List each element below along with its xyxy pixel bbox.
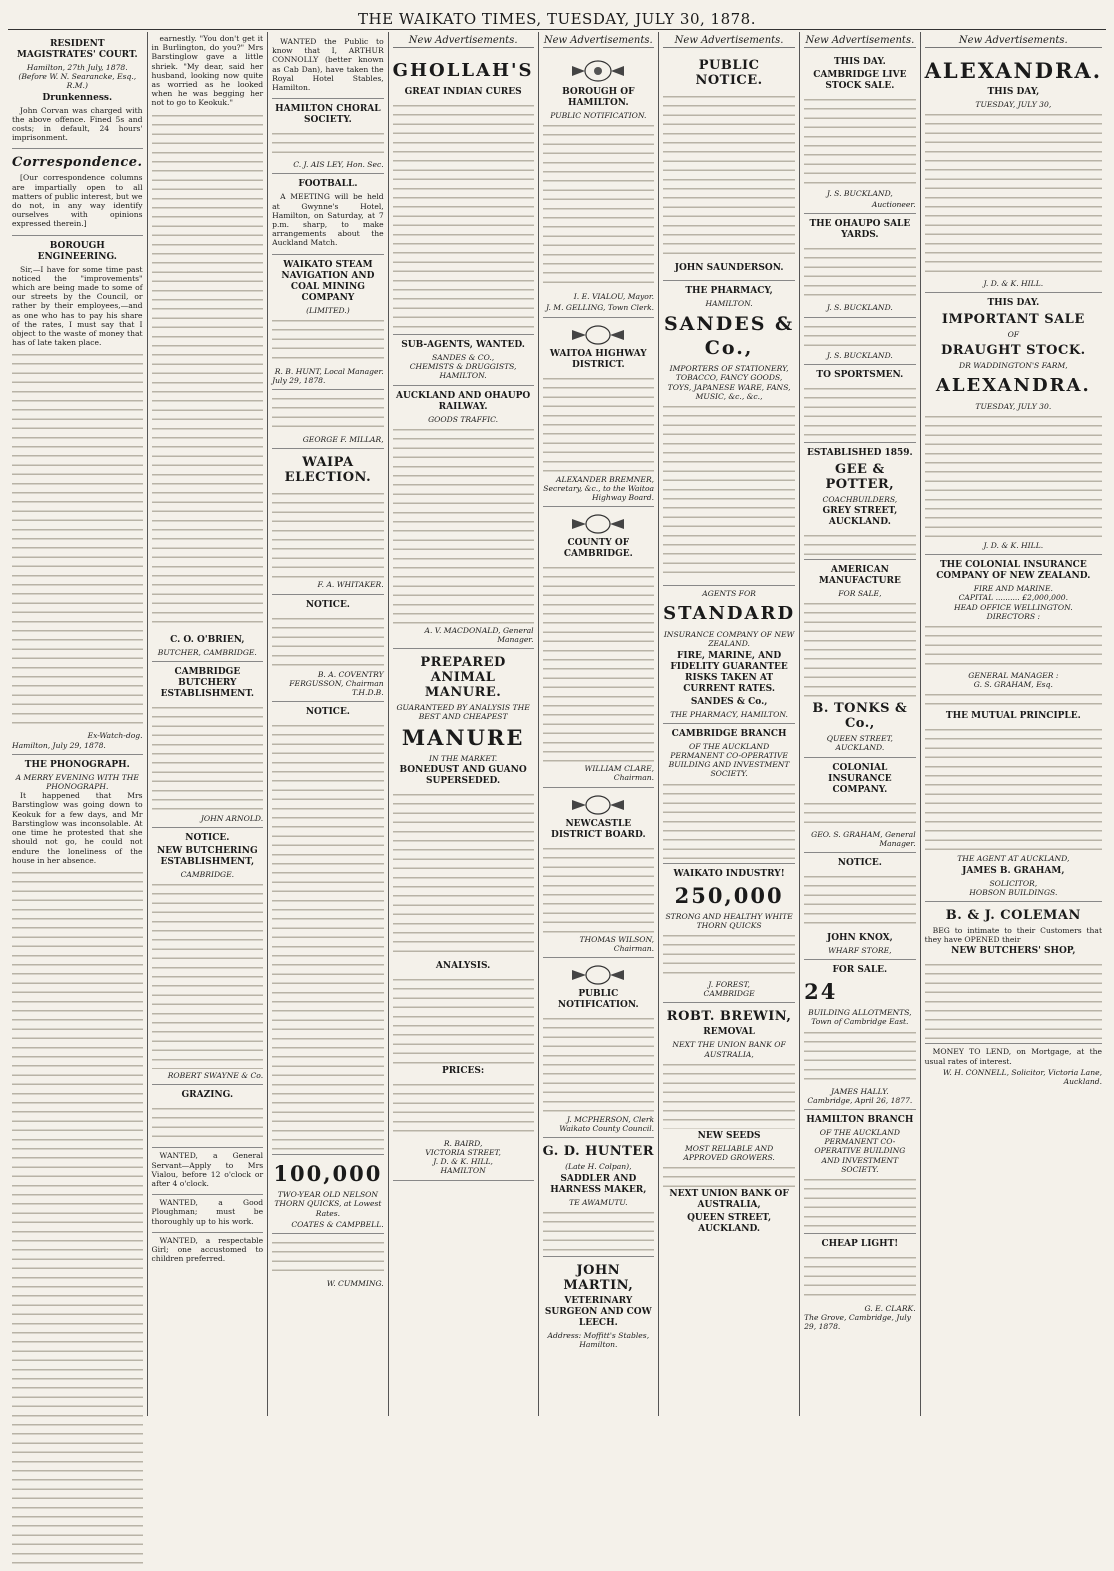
american-ad xyxy=(804,560,916,758)
obrien-ad xyxy=(152,630,264,662)
ad-text-block xyxy=(804,321,916,351)
ghollah-sub: GREAT INDIAN CURES xyxy=(404,87,522,97)
ad-text-block xyxy=(393,424,534,624)
corr-title: Correspondence. xyxy=(12,155,143,171)
phonograph-article xyxy=(12,755,143,1571)
martin-title: JOHN MARTIN, xyxy=(563,1262,634,1293)
ad-text-block xyxy=(272,613,384,668)
money-ad xyxy=(925,1044,1102,1090)
gm-name: G. S. GRAHAM, Esq. xyxy=(973,680,1053,690)
coleman-title: B. & J. COLEMAN xyxy=(945,908,1081,924)
wanted-text: WANTED, a Good Ploughman; must be thoroughly up to his work. xyxy=(151,1198,264,1226)
ad-text-block xyxy=(152,879,264,1069)
colonial-ad xyxy=(804,758,916,853)
notice-title: PUBLIC NOTICE. xyxy=(695,58,763,88)
borough-letter xyxy=(12,236,143,755)
ad-text-block xyxy=(663,779,795,859)
hill-sig: J. D. & K. HILL. xyxy=(983,279,1044,289)
alex-title: ALEXANDRA. xyxy=(924,58,1103,83)
railway-ad xyxy=(393,386,534,650)
live-sig: J. S. BUCKLAND, xyxy=(826,189,893,198)
firewood-ad xyxy=(272,1234,384,1292)
sale-sig: GEORGE F. MILLAR, xyxy=(302,435,384,445)
court-text: John Corvan was charged with the above offence. Fined 5s and costs; in default, 24 hours' imprisonment. xyxy=(12,105,143,143)
butcher-place: BUTCHER, CAMBRIDGE. xyxy=(157,647,257,657)
article-text-block xyxy=(12,867,143,1567)
head-office: HEAD OFFICE WELLINGTON. xyxy=(953,602,1073,612)
ad-text-block xyxy=(804,798,916,828)
new-butch-place: CAMBRIDGE. xyxy=(180,870,235,880)
borough-sig: Ex-Watch-dog. xyxy=(87,731,143,741)
sport-title: TO SPORTSMEN. xyxy=(816,369,904,380)
colonial-sig: GEO. S. GRAHAM, General Manager. xyxy=(811,829,916,848)
hamilton-branch-ad xyxy=(804,1110,916,1234)
butcher-name: C. O. O'BRIEN, xyxy=(170,634,245,645)
public-notification-ad xyxy=(543,958,655,1138)
gee-addr: GREY STREET, AUCKLAND. xyxy=(822,506,898,528)
hunter-town: TE AWAMUTU. xyxy=(569,1197,628,1207)
fire-text: FIRE, MARINE, AND FIDELITY GUARANTEE RISKS TAKEN AT CURRENT RATES. xyxy=(670,650,788,694)
coleman-text: BEG to intimate to their Customers that they have OPENED their xyxy=(924,926,1103,945)
big-num: 250,000 xyxy=(674,882,784,908)
ad-text-block xyxy=(663,930,795,980)
notice2-title: NOTICE. xyxy=(305,707,350,718)
agents-town: HAMILTON. xyxy=(439,371,487,381)
removal-title: REMOVAL xyxy=(703,1027,755,1038)
ad-text-block xyxy=(925,411,1102,541)
column-2 xyxy=(148,32,269,1416)
baird-place: VICTORIA STREET, xyxy=(425,1148,501,1158)
rail-sig: A. V. MACDONALD, General Manager. xyxy=(424,625,534,645)
borough-date: Hamilton, July 29, 1878. xyxy=(12,740,106,750)
public-sig: J. MCPHERSON, Clerk Waikato County Council. xyxy=(559,1115,655,1134)
rail-sub: GOODS TRAFFIC. xyxy=(428,414,499,424)
cambridge-butchery-ad xyxy=(152,662,264,828)
crest-icon xyxy=(543,513,655,535)
crest-icon xyxy=(543,964,655,986)
ghollah-ad xyxy=(393,52,534,335)
steam-sig: R. B. HUNT, Local Manager. xyxy=(274,366,384,376)
hbranch-sub: OF THE AUCKLAND PERMANENT CO-OPERATIVE BUILDING AND INVESTMENT SOCIETY. xyxy=(814,1128,906,1174)
coleman-ad xyxy=(925,902,1102,1044)
martin-ad xyxy=(543,1257,655,1353)
live-role: Auctioneer. xyxy=(871,200,916,210)
hunter-sub: (Late H. Colpan), xyxy=(565,1162,632,1172)
article-text-block xyxy=(12,349,143,729)
build-num: 24 xyxy=(804,979,838,1005)
fire-marine: FIRE AND MARINE. xyxy=(973,584,1053,594)
fire-sig: COATES & CAMPBELL. xyxy=(291,1219,384,1229)
football-text: A MEETING will be held at Gwynne's Hotel, Hamilton, on Saturday, at 7 p.m. sharp, to make arrangements about the Auckland Match. xyxy=(272,192,384,248)
notice-sig: B. A. COVENTRY FERGUSSON, Chairman T.H.D.B. xyxy=(289,669,384,698)
wanted-ad-2 xyxy=(152,1195,264,1233)
column-7 xyxy=(800,32,921,1416)
hunter-ad xyxy=(543,1138,655,1256)
meat-notice xyxy=(272,702,384,1155)
column-6 xyxy=(659,32,800,1416)
gee-sub: COACHBUILDERS, xyxy=(822,494,898,504)
agents-place: CHEMISTS & DRUGGISTS, xyxy=(409,362,517,372)
kerosine-notice xyxy=(804,853,916,960)
manure-ad xyxy=(393,649,534,1180)
cambridge-branch-ad xyxy=(663,724,795,864)
hbranch-title: HAMILTON BRANCH xyxy=(806,1115,914,1126)
column-1 xyxy=(8,32,148,1416)
ad-text-block xyxy=(804,598,916,698)
tonks-title: B. TONKS & Co., xyxy=(812,701,908,732)
ad-text-block xyxy=(543,373,655,473)
manure-title: PREPARED ANIMAL MANURE. xyxy=(420,655,506,701)
notice-sig: JOHN SAUNDERSON. xyxy=(674,263,784,273)
column-head: New Advertisements. xyxy=(393,34,534,48)
manure-big: MANURE xyxy=(401,724,525,750)
public-notice-ad xyxy=(663,52,795,281)
cheap-light-ad xyxy=(804,1234,916,1336)
directors: DIRECTORS : xyxy=(986,611,1040,621)
ad-text-block xyxy=(804,1252,916,1302)
borough-ad xyxy=(543,52,655,318)
forest-town: CAMBRIDGE xyxy=(703,989,755,999)
prices-list xyxy=(393,1079,534,1139)
pharm-title: THE PHARMACY, xyxy=(685,286,773,296)
this-day: THIS DAY, xyxy=(987,87,1040,97)
important-title: IMPORTANT SALE xyxy=(941,312,1085,328)
solicitor: SOLICITOR, xyxy=(989,878,1038,888)
allotments-ad xyxy=(804,960,916,1110)
football-ad xyxy=(272,174,384,254)
amer-sale: FOR SALE, xyxy=(838,589,882,599)
sale-ad xyxy=(272,390,384,449)
hobson: HOBSON BUILDINGS. xyxy=(969,887,1058,897)
borough-sub: PUBLIC NOTIFICATION. xyxy=(550,111,647,120)
correspondence xyxy=(12,149,143,235)
ad-text-block xyxy=(925,724,1102,854)
thorn-text: STRONG AND HEALTHY WHITE THORN QUICKS xyxy=(665,911,793,930)
manure-market: IN THE MARKET. xyxy=(428,753,498,763)
waipa-sig: F. A. WHITAKER. xyxy=(317,580,384,590)
county-title: COUNTY OF CAMBRIDGE. xyxy=(563,538,633,560)
farm-text: DR WADDINGTON'S FARM, xyxy=(959,360,1068,370)
branch-sub: OF THE AUCKLAND PERMANENT CO-OPERATIVE BUILDING AND INVESTMENT SOCIETY. xyxy=(668,741,790,779)
estab-year: ESTABLISHED 1859. xyxy=(807,447,913,458)
sportsmen-ad xyxy=(804,365,916,443)
ad-text-block xyxy=(543,1013,655,1113)
notice-title: NOTICE. xyxy=(837,858,882,869)
alexandra-ad xyxy=(925,52,1102,293)
column-8 xyxy=(921,32,1106,1416)
money-sig: W. H. CONNELL, Solicitor, Victoria Lane, Auckland. xyxy=(942,1067,1103,1087)
seeds-title: NEW SEEDS xyxy=(697,1130,761,1141)
gm-label: GENERAL MANAGER : xyxy=(968,671,1059,681)
choral-sig: C. J. AIS LEY, Hon. Sec. xyxy=(293,160,384,170)
county-sig: WILLIAM CLARE, Chairman. xyxy=(584,764,655,783)
phono-sub: A MERRY EVENING WITH THE PHONOGRAPH. xyxy=(15,772,139,792)
ad-text-block xyxy=(925,689,1102,709)
notice-title: NOTICE. xyxy=(185,833,230,844)
ad-text-block xyxy=(272,393,384,433)
borough-sig: I. E. VIALOU, Mayor. xyxy=(573,292,655,302)
crest-icon xyxy=(543,58,655,84)
this-day2: THIS DAY. xyxy=(987,298,1040,309)
waipa-title: WAIPA ELECTION. xyxy=(284,455,372,486)
pharmacy-ad xyxy=(663,281,795,586)
court-report xyxy=(12,34,143,149)
waipa-ad xyxy=(272,449,384,594)
corr-note: [Our correspondence columns are impartially open to all matters of public interest, but we do not, in any way identify ourselves with opinions expressed therein.] xyxy=(12,173,143,229)
crest-icon xyxy=(543,794,655,816)
gee-title: GEE & POTTER, xyxy=(825,461,895,492)
ohaupo-sig: J. S. BUCKLAND. xyxy=(826,303,893,313)
knox-title: JOHN KNOX, xyxy=(826,933,893,944)
article-text-block xyxy=(152,110,264,630)
sandes-sub: IMPORTERS OF STATIONERY, TOBACCO, FANCY GOODS, TOYS, JAPANESE WARE, FANS, MUSIC, &c., &c., xyxy=(667,364,791,401)
live-stock-ad xyxy=(804,52,916,214)
county-ad xyxy=(543,507,655,787)
borough-text: Sir,—I have for some time past noticed the "improvements" which are being made to some of our streets by the Council, or rather by their employees,—and as one who has to pay his share of the rates, I must say that I object to the waste of money that has of late taken place. xyxy=(12,264,143,348)
standard-ad xyxy=(663,586,795,724)
rail-title: AUCKLAND AND OHAUPO RAILWAY. xyxy=(395,390,531,412)
column-5 xyxy=(539,32,660,1416)
baird-name: R. BAIRD, xyxy=(443,1138,483,1148)
clark-sig: G. E. CLARK. xyxy=(864,1304,916,1314)
cab-dan-ad xyxy=(272,34,384,99)
alex-date: TUESDAY, JULY 30, xyxy=(975,100,1052,109)
grazing-title: GRAZING. xyxy=(181,1090,234,1101)
sandes2: SANDES & Co., xyxy=(690,696,768,707)
ad-text-block xyxy=(804,383,916,438)
column-head: New Advertisements. xyxy=(925,34,1102,48)
grazing-ad xyxy=(152,1085,264,1148)
thorn-ad xyxy=(272,1155,384,1234)
wanted-ad-3 xyxy=(152,1233,264,1270)
knox-sub: WHARF STORE, xyxy=(828,946,892,956)
newcastle-sig: THOMAS WILSON, Chairman. xyxy=(579,934,655,953)
growers-text: MOST RELIABLE AND APPROVED GROWERS. xyxy=(683,1143,775,1163)
ad-text-block xyxy=(543,120,655,290)
phono-title: THE PHONOGRAPH. xyxy=(24,759,130,770)
ad-text-block xyxy=(804,1174,916,1229)
ad-text-block xyxy=(543,1207,655,1252)
phono-continued: earnestly. "You don't get it in Burlington, do you?" Mrs Barstinglow gave a little shriek. "My dear, said her husband, looking now quite as worried as he looked when he was begging her not to go to Keokuk." xyxy=(151,34,264,108)
wanted-text: WANTED the Public to know that I, ARTHUR CONNOLLY (better known as Cab Dan), have taken the Royal Hotel Stables, Hamilton. xyxy=(272,37,384,93)
industry-ad xyxy=(663,864,795,1004)
public-title: PUBLIC NOTIFICATION. xyxy=(557,989,639,1011)
waitoa-sig: ALEXANDER BREMNER, Secretary, &c., to the Waitoa Highway Board. xyxy=(543,474,655,503)
prices-title: PRICES: xyxy=(441,1065,485,1076)
court-title: RESIDENT MAGISTRATES' COURT. xyxy=(16,39,138,60)
ad-text-block xyxy=(804,94,916,189)
new-butch-sig: ROBERT SWAYNE & Co. xyxy=(167,1071,264,1081)
capital: CAPITAL .......... £2,000,000. xyxy=(958,593,1069,603)
ohaupo-title: THE OHAUPO SALE YARDS. xyxy=(809,219,911,241)
ad-text-block xyxy=(272,488,384,578)
of-text: OF xyxy=(1007,330,1020,340)
steam-date: July 29, 1878. xyxy=(272,376,326,386)
clark-date: The Grove, Cambridge, July 29, 1878. xyxy=(804,1313,911,1332)
martin-sub: VETERINARY SURGEON AND COW LEECH. xyxy=(544,1295,652,1328)
ad-text-block xyxy=(804,243,916,303)
martin-addr: Address: Moffitt's Stables, Hamilton. xyxy=(547,1330,650,1350)
draught-title: DRAUGHT STOCK. xyxy=(941,342,1086,358)
ad-text-block xyxy=(393,789,534,959)
court-head: Drunkenness. xyxy=(42,92,113,103)
ad-text-block xyxy=(272,720,384,1150)
addr1: NEXT UNION BANK OF AUSTRALIA, xyxy=(669,1189,789,1211)
tender-notice xyxy=(272,595,384,703)
tonks-addr: QUEEN STREET, AUCKLAND. xyxy=(826,734,893,753)
new-butchering-ad xyxy=(152,828,264,1085)
agents-label: AGENTS FOR xyxy=(702,589,756,599)
brewin-ad xyxy=(663,1003,795,1241)
ad-text-block xyxy=(663,1059,795,1129)
choral-title: HAMILTON CHORAL SOCIETY. xyxy=(275,104,381,126)
ad-text-block xyxy=(925,959,1102,1039)
column-3 xyxy=(268,32,389,1416)
newcastle-title: NEWCASTLE DISTRICT BOARD. xyxy=(551,818,646,840)
estab-title: CAMBRIDGE BUTCHERY ESTABLISHMENT. xyxy=(160,666,255,699)
live-title: CAMBRIDGE LIVE STOCK SALE. xyxy=(813,70,907,91)
analysis-table xyxy=(393,974,534,1064)
steam-sub: (LIMITED.) xyxy=(306,305,350,315)
waitoa-ad xyxy=(543,318,655,508)
hill2-sig: J. D. & K. HILL. xyxy=(983,541,1044,551)
steam-ad xyxy=(272,255,384,391)
ad-text-block xyxy=(804,1027,916,1087)
forest-sig: J. FOREST, xyxy=(708,980,750,990)
amer-title: AMERICAN MANUFACTURE xyxy=(818,565,901,587)
fire-sub: TWO-YEAR OLD NELSON THORN QUICKS, at Lowest Rates. xyxy=(274,1190,382,1218)
colonial-title: COLONIAL INSURANCE COMPANY. xyxy=(828,762,892,795)
shop-title: NEW BUTCHERS' SHOP, xyxy=(951,946,1076,957)
agents-title: SUB-AGENTS, WANTED. xyxy=(401,340,525,350)
wanted-ad-1 xyxy=(152,1148,264,1195)
colonial-insurance-ad xyxy=(925,555,1102,902)
mutual-title: THE MUTUAL PRINCIPLE. xyxy=(945,711,1081,722)
ad-text-block xyxy=(925,109,1102,279)
last-sig: W. CUMMING. xyxy=(326,1279,384,1289)
borough-title: BOROUGH ENGINEERING. xyxy=(37,240,117,262)
money-text: MONEY TO LEND, on Mortgage, at the usual rates of interest. xyxy=(924,1047,1103,1066)
cheap-title: CHEAP LIGHT! xyxy=(821,1239,899,1250)
new-butch-title: NEW BUTCHERING ESTABLISHMENT, xyxy=(157,846,258,868)
union-text: NEXT THE UNION BANK OF AUSTRALIA, xyxy=(672,1040,786,1059)
estab-sig: JOHN ARNOLD. xyxy=(200,813,264,823)
football-title: FOOTBALL. xyxy=(298,179,358,190)
baird-town: HAMILTON xyxy=(440,1166,486,1176)
ad-text-block xyxy=(272,315,384,365)
ghollah-title: GHOLLAH'S xyxy=(392,60,534,81)
sandes-title: SANDES & Co., xyxy=(663,313,795,360)
newcastle-ad xyxy=(543,788,655,958)
industry-title: WAIKATO INDUSTRY! xyxy=(673,868,785,879)
hally-date: Cambridge, April 26, 1877. xyxy=(807,1095,913,1105)
ad-text-block xyxy=(272,128,384,158)
gee-potter-ad xyxy=(804,443,916,560)
court-before: (Before W. N. Searancke, Esq., R.M.) xyxy=(18,72,137,91)
column-head: New Advertisements. xyxy=(543,35,653,46)
ad-text-block xyxy=(543,562,655,762)
this-day: THIS DAY. xyxy=(833,57,886,67)
ad-text-block xyxy=(663,91,795,261)
hally-sig: JAMES HALLY. xyxy=(831,1086,889,1096)
crest-icon xyxy=(543,324,655,346)
sub-agents-ad xyxy=(393,335,534,386)
baird-sig: J. D. & K. HILL, xyxy=(433,1157,493,1167)
steam-title: WAIKATO STEAM NAVIGATION AND COAL MINING COMPANY xyxy=(281,259,375,303)
pharm-town: HAMILTON. xyxy=(705,299,753,308)
agent-name: JAMES B. GRAHAM, xyxy=(962,865,1065,876)
addr2: QUEEN STREET, AUCKLAND. xyxy=(687,1213,772,1235)
sandes2-sub: THE PHARMACY, HAMILTON. xyxy=(670,709,788,719)
phono-text: It happened that Mrs Barstinglow was going down to Keokuk for a few days, and Mr Barstinglow was inconsolable. At one time he protested that she should not go, he could not endure the loneliness of the house in her absence. xyxy=(12,791,143,865)
cash-sig: J. S. BUCKLAND. xyxy=(826,350,893,360)
ad-text-block xyxy=(804,871,916,931)
column-4 xyxy=(389,32,539,1416)
cash-ad xyxy=(804,318,916,365)
directors-list xyxy=(925,621,1102,671)
column-head: New Advertisements. xyxy=(663,34,795,48)
bone-title: BONEDUST AND GUANO SUPERSEDED. xyxy=(399,764,527,786)
manure-sub: GUARANTEED BY ANALYSIS THE BEST AND CHEAPEST xyxy=(396,703,530,722)
hunter-sub2: SADDLER AND HARNESS MAKER, xyxy=(550,1173,647,1195)
choral-ad xyxy=(272,99,384,174)
branch-title: CAMBRIDGE BRANCH xyxy=(671,728,787,739)
ad-text-block xyxy=(663,1162,795,1187)
hunter-title: G. D. HUNTER xyxy=(542,1144,655,1160)
fire-title: 100,000 xyxy=(273,1161,383,1187)
masthead: THE WAIKATO TIMES, TUESDAY, JULY 30, 1878. xyxy=(8,8,1106,30)
columns xyxy=(8,32,1106,1416)
borough-title: BOROUGH OF HAMILTON. xyxy=(562,87,635,108)
ad-text-block xyxy=(272,1237,384,1277)
wanted-text: WANTED, a respectable Girl; one accustomed to children preferred. xyxy=(151,1235,264,1264)
standard-sub: INSURANCE COMPANY OF NEW ZEALAND. xyxy=(663,630,795,649)
standard-title: STANDARD xyxy=(663,603,796,625)
ohaupo-ad xyxy=(804,214,916,317)
analysis-title: ANALYSIS. xyxy=(435,960,491,971)
brewin-title: ROBT. BREWIN, xyxy=(666,1009,792,1025)
wanted-text: WANTED, a General Servant—Apply to Mrs Vialou, before 12 o'clock or after 4 o'clock. xyxy=(151,1151,264,1189)
column-head: New Advertisements. xyxy=(805,35,915,46)
alex2-title: ALEXANDRA. xyxy=(935,374,1091,396)
agent-label: THE AGENT AT AUCKLAND, xyxy=(957,854,1070,864)
draught-stock-ad xyxy=(925,293,1102,555)
court-date: Hamilton, 27th July, 1878. xyxy=(26,63,128,72)
waitoa-title: WAITOA HIGHWAY DISTRICT. xyxy=(549,348,647,370)
alex2-date: TUESDAY, JULY 30. xyxy=(975,401,1052,411)
ad-text-block xyxy=(152,702,264,812)
for-sale: FOR SALE. xyxy=(832,965,888,976)
agents-name: SANDES & CO., xyxy=(432,353,495,362)
ad-text-block xyxy=(804,530,916,555)
borough-sig2: J. M. GELLING, Town Clerk. xyxy=(546,303,655,313)
notice-title: NOTICE. xyxy=(305,599,350,610)
ad-text-block xyxy=(663,401,795,581)
colonial-title: THE COLONIAL INSURANCE COMPANY OF NEW ZEALAND. xyxy=(936,560,1091,582)
ad-text-block xyxy=(543,843,655,933)
ad-text-block xyxy=(393,100,534,330)
build-sub: BUILDING ALLOTMENTS, Town of Cambridge East. xyxy=(808,1008,912,1027)
ad-text-block xyxy=(152,1103,264,1143)
